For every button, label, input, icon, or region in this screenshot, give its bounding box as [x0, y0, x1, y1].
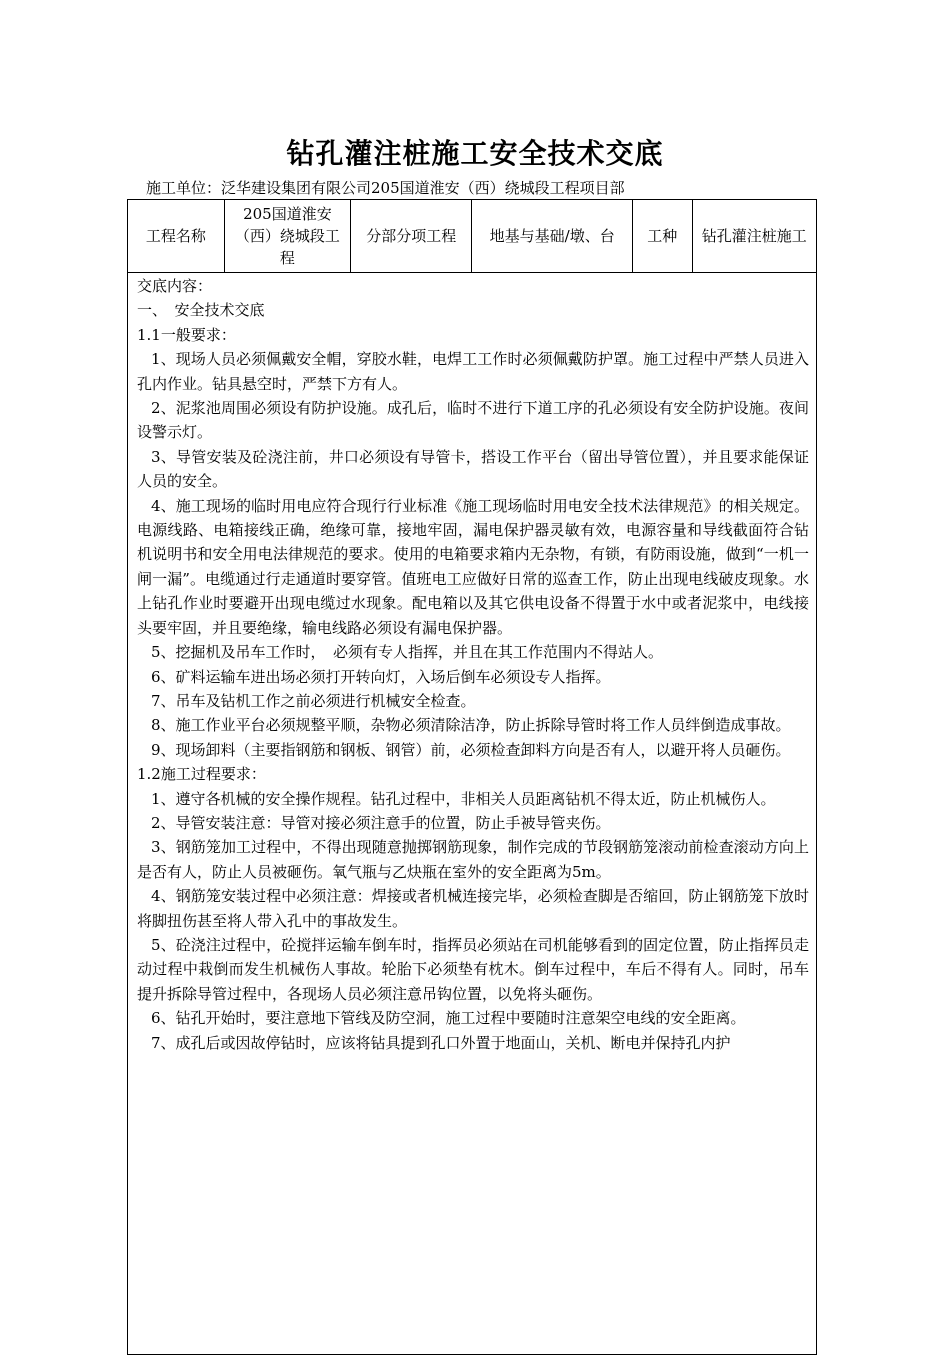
general-item: 1、现场人员必须佩戴安全帽，穿胶水鞋，电焊工工作时必须佩戴防护罩。施工过程中严禁人员进入孔内作业。钻具悬空时，严禁下方有人。	[137, 350, 809, 393]
header-table	[127, 199, 817, 273]
work-label: 工种	[632, 200, 692, 273]
sub-label: 分部分项工程	[351, 200, 472, 273]
process-item: 7、成孔后或因故停钻时，应该将钻具提到孔口外置于地面山，关机、断电并保持孔内护	[151, 1033, 731, 1052]
general-item: 8、施工作业平台必须规整平顺，杂物必须清除洁净，防止拆除导管时将工作人员绊倒造成事故。	[151, 716, 791, 735]
project-label: 工程名称	[128, 200, 225, 273]
general-item: 4、施工现场的临时用电应符合现行行业标准《施工现场临时用电安全技术法律规范》的相关规定。电源线路、电箱接线正确，绝缘可靠，接地牢固，漏电保护器灵敏有效，电源容量和导线截面符合钻机说明书和安全用电法律规范的要求。使用的电箱要求箱内无杂物，有锁，有防雨设施，做到“一机一闸一漏”。电缆通过行走通道时要穿管。值班电工应做好日常的巡查工作，防止出现电线破皮现象。水上钻孔作业时要避开出现电缆过水现象。配电箱以及其它供电设备不得置于水中或者泥浆中，电线接头要牢固，并且要绝缘，输电线路必须设有漏电保护器。	[137, 496, 809, 637]
project-value: 205国道淮安（西）绕城段工程	[224, 200, 350, 273]
general-item: 2、泥浆池周围必须设有防护设施。成孔后，临时不进行下道工序的孔必须设有安全防护设施。夜间设警示灯。	[137, 399, 809, 442]
process-item: 1、遵守各机械的安全操作规程。钻孔过程中，非相关人员距离钻机不得太近，防止机械伤人。	[151, 789, 776, 808]
process-item: 6、钻孔开始时，要注意地下管线及防空洞，施工过程中要随时注意架空电线的安全距离。	[151, 1009, 746, 1028]
content-heading: 交底内容：	[137, 277, 213, 295]
work-value: 钻孔灌注桩施工	[692, 200, 816, 273]
section-heading: 一、 安全技术交底	[137, 301, 265, 320]
subsection-general: 1.1一般要求：	[137, 325, 236, 344]
document-title: 钻孔灌注桩施工安全技术交底	[286, 137, 664, 170]
sub-value: 地基与基础/墩、台	[472, 200, 632, 273]
general-item: 7、吊车及钻机工作之前必须进行机械安全检查。	[151, 691, 476, 710]
general-item: 6、矿料运输车进出场必须打开转向灯，入场后倒车必须设专人指挥。	[151, 667, 611, 686]
content-box	[127, 271, 817, 1355]
general-item: 5、挖掘机及吊车工作时， 必须有专人指挥，并且在其工作范围内不得站人。	[151, 643, 664, 662]
subsection-process: 1.2施工过程要求：	[137, 765, 266, 784]
general-item: 9、现场卸料（主要指钢筋和钢板、钢管）前，必须检查卸料方向是否有人，以避开将人员砸伤。	[151, 740, 791, 759]
process-item: 3、钢筋笼加工过程中，不得出现随意抛掷钢筋现象，制作完成的节段钢筋笼滚动前检查滚动方向上是否有人，防止人员被砸伤。氧气瓶与乙炔瓶在室外的安全距离为5m。	[137, 838, 809, 881]
header-row	[128, 200, 817, 273]
general-item: 3、导管安装及砼浇注前，井口必须设有导管卡，搭设工作平台（留出导管位置），并且要求能保证人员的安全。	[137, 447, 809, 491]
process-item: 4、钢筋笼安装过程中必须注意：焊接或者机械连接完毕，必须检查脚是否缩回，防止钢筋笼下放时将脚扭伤甚至将人带入孔中的事故发生。	[137, 887, 809, 930]
process-item: 2、导管安装注意：导管对接必须注意手的位置，防止手被导管夹伤。	[151, 813, 611, 832]
construction-unit: 施工单位：泛华建设集团有限公司205国道淮安（西）绕城段工程项目部	[146, 179, 625, 197]
process-item: 5、砼浇注过程中，砼搅拌运输车倒车时，指挥员必须站在司机能够看到的固定位置，防止指挥员走动过程中栽倒而发生机械伤人事故。轮胎下必须垫有枕木。倒车过程中，车后不得有人。同时，吊车提升拆除导管过程中，各现场人员必须注意吊钩位置，以免将头砸伤。	[137, 935, 809, 1003]
